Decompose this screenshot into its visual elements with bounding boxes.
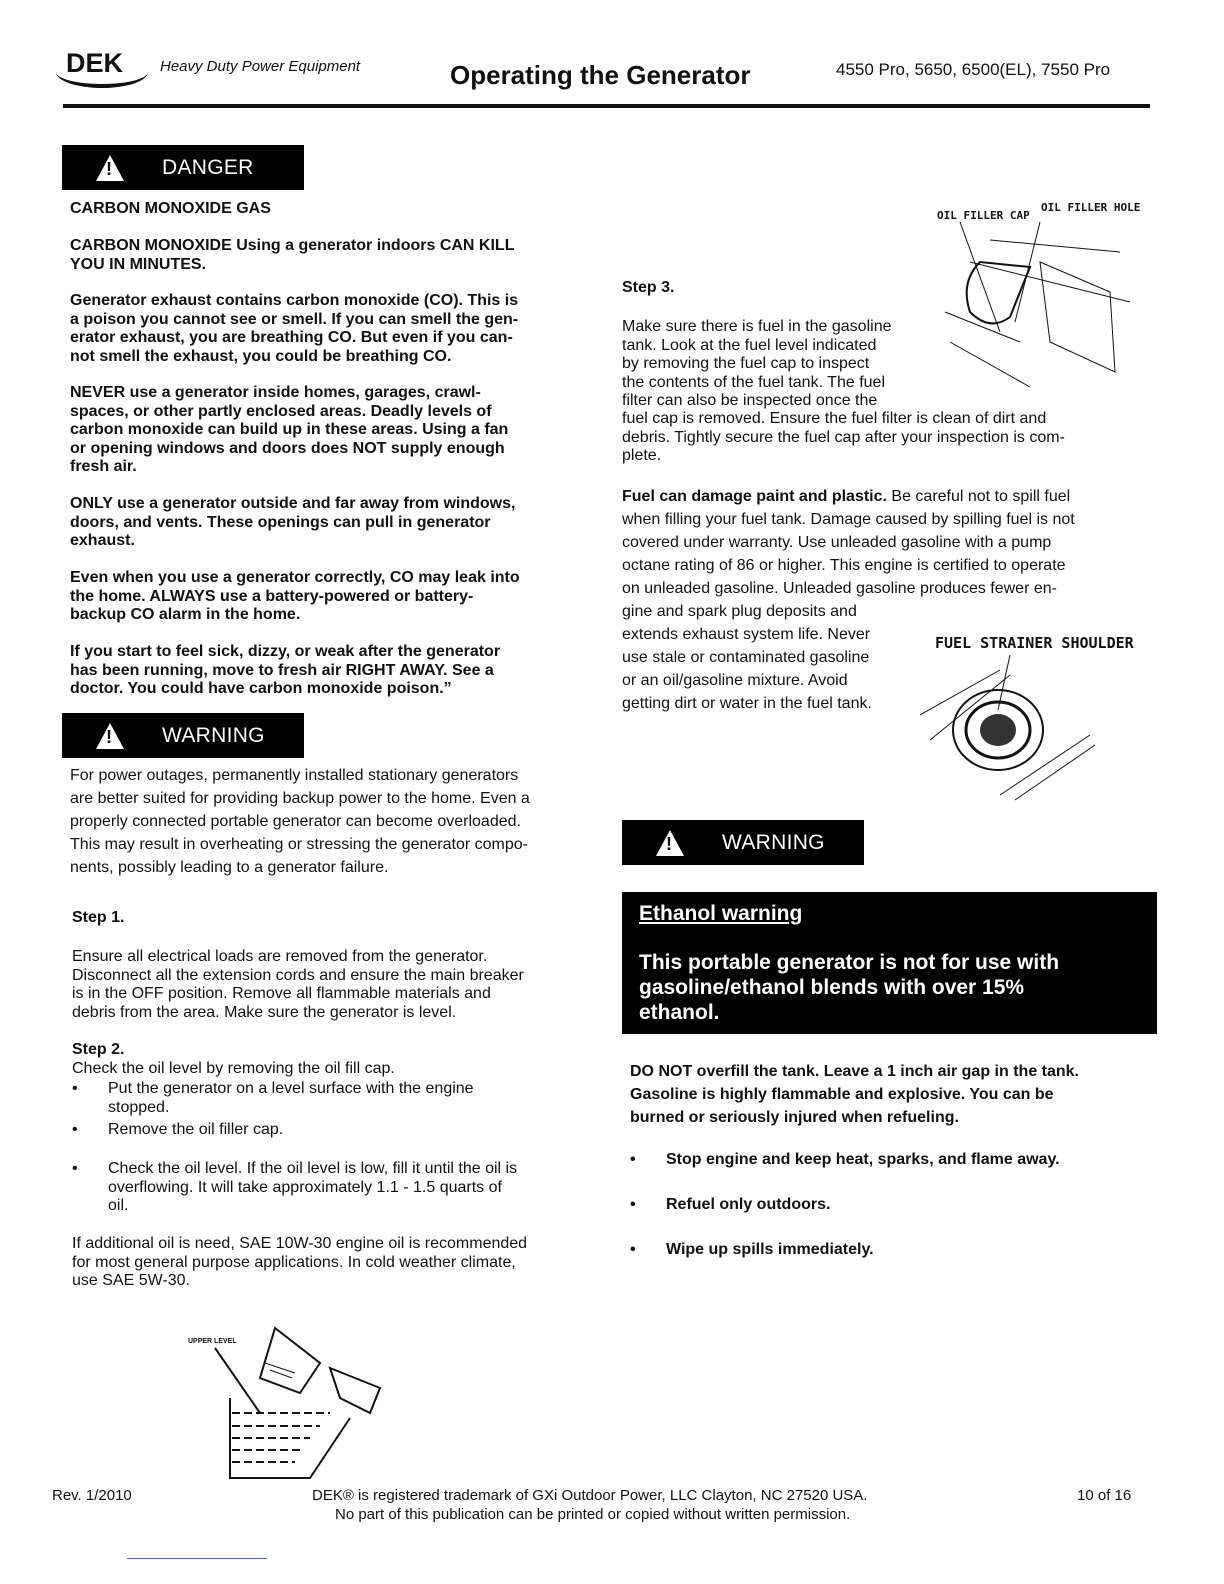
refuel-bullet: • Stop engine and keep heat, sparks, and flame away.	[630, 1151, 1060, 1170]
refuel-bullet: • Refuel only outdoors.	[630, 1196, 830, 1215]
page-title: Operating the Generator	[450, 60, 751, 90]
oil-filler-cap-label: OIL FILLER CAP	[937, 209, 1030, 222]
header-rule	[63, 104, 1150, 108]
logo-text: DEK	[66, 48, 124, 78]
step3-text: fuel cap is removed. Ensure the fuel filter is clean of dirt and debris. Tightly secure the fuel cap after your inspection is com- plete.	[622, 410, 1065, 464]
danger-label: DANGER	[162, 155, 254, 179]
step2-bullet: • Remove the oil filler cap.	[72, 1121, 283, 1140]
dek-logo	[56, 48, 156, 88]
step2-note: If additional oil is need, SAE 10W-30 engine oil is recommended for most general purpose applications. In cold weather climate, use SAE 5W-30.	[72, 1235, 528, 1289]
fuel-text	[622, 485, 1075, 600]
step2-bullet: • Check the oil level. If the oil level is low, fill it until the oil is overflowing. It will take approximately 1.1 - 1.5 quarts of oil.	[72, 1160, 517, 1216]
ethanol-warning-box	[622, 892, 1157, 1034]
warning-triangle-icon: !	[96, 155, 124, 181]
warning-banner-2	[622, 820, 864, 865]
danger-heading: CARBON MONOXIDE GAS	[70, 200, 271, 217]
danger-para: ONLY use a generator outside and far away from windows, doors, and vents. These openings can pull in generator exhaust.	[70, 495, 516, 549]
step2-title: Step 2.	[72, 1041, 125, 1058]
revision: Rev. 1/2010	[52, 1487, 132, 1504]
fuel-text-wrapped: gine and spark plug deposits and extends exhaust system life. Never use stale or contaminated gasoline or an oil/gasoline mixture. Avoid getting dirt or water in the fuel tank.	[622, 603, 872, 712]
warning-label: WARNING	[722, 830, 825, 854]
ethanol-title: Ethanol warning	[639, 902, 803, 925]
step1-title: Step 1.	[72, 909, 125, 926]
danger-para: Generator exhaust contains carbon monoxide (CO). This is a poison you cannot see or smell. If you can smell the gen- erator exhaust, you are breathing CO. But even if you can- not smell the exhaust, you could be breathing CO.	[70, 292, 519, 365]
warning-triangle-icon: !	[656, 830, 684, 856]
oil-level-figure	[180, 1318, 400, 1488]
step2-bullet: • Put the generator on a level surface with the engine stopped.	[72, 1080, 474, 1117]
fuel-strainer-illustration	[920, 655, 1100, 805]
oil-level-illustration	[180, 1318, 400, 1488]
step2-intro: Check the oil level by removing the oil fill cap.	[72, 1060, 395, 1077]
ethanol-text: This portable generator is not for use with gasoline/ethanol blends with over 15% ethanol.	[639, 951, 1060, 1024]
page-number: 10 of 16	[1077, 1487, 1132, 1504]
step3-title: Step 3.	[622, 279, 675, 296]
footer-rule	[127, 1558, 267, 1559]
warning-banner	[62, 713, 304, 758]
fuel-bold-lead: Fuel can damage paint and plastic.	[622, 488, 887, 505]
danger-para: If you start to feel sick, dizzy, or weak after the generator has been running, move to fresh air RIGHT AWAY. See a doctor. You could have carbon monoxide poison.”	[70, 643, 501, 697]
upper-level-label: UPPER LEVEL	[188, 1338, 237, 1345]
step3-text-wrapped: Make sure there is fuel in the gasoline tank. Look at the fuel level indicated by removing the fuel cap to inspect the contents of the fuel tank. The fuel filter can also be inspected once the	[622, 318, 892, 409]
overfill-warning: DO NOT overfill the tank. Leave a 1 inch air gap in the tank. Gasoline is highly flammable and explosive. You can be burned or seriously injured when refueling.	[630, 1063, 1079, 1126]
warning-triangle-icon: !	[96, 723, 124, 749]
step1-text: Ensure all electrical loads are removed from the generator. Disconnect all the extension cords and ensure the main breaker is in the OFF position. Remove all flammable materials and debris from the area. Make sure the generator is level.	[72, 948, 524, 1021]
tagline: Heavy Duty Power Equipment	[160, 58, 361, 75]
warning-label: WARNING	[162, 723, 265, 747]
warning-text: For power outages, permanently installed stationary generators are better suited for providing backup power to the home. Even a properly connected portable generator can become overloaded. This may result in overheating or stressing the generator compo- nents, possibly leading to a generator failure.	[70, 767, 530, 876]
refuel-bullet: • Wipe up spills immediately.	[630, 1241, 874, 1260]
oil-filler-hole-label: OIL FILLER HOLE	[1041, 201, 1141, 214]
danger-para: CARBON MONOXIDE Using a generator indoors CAN KILL YOU IN MINUTES.	[70, 237, 515, 273]
fuel-strainer-label: FUEL STRAINER SHOULDER	[935, 634, 1134, 652]
oil-filler-illustration	[940, 222, 1150, 392]
danger-banner	[62, 145, 304, 190]
danger-para: NEVER use a generator inside homes, garages, crawl- spaces, or other partly enclosed areas. Deadly levels of carbon monoxide can build up in these areas. Using a fan or opening windows and doors does NOT supply enough fresh air.	[70, 384, 509, 475]
model-list: 4550 Pro, 5650, 6500(EL), 7550 Pro	[836, 60, 1111, 79]
fuel-text-body: Be careful not to spill fuel when filling your fuel tank. Damage caused by spilling fuel is not covered under warranty. Use unleaded gasoline with a pump octane rating of 86 or higher. This engine is certified to operate on unleaded gasoline. Unleaded gasoline produces fewer en-	[622, 488, 1075, 597]
copy-notice: No part of this publication can be printed or copied without written permission.	[335, 1506, 851, 1523]
danger-para: Even when you use a generator correctly, CO may leak into the home. ALWAYS use a battery-powered or battery- backup CO alarm in the home.	[70, 569, 520, 623]
trademark-notice: DEK® is registered trademark of GXi Outdoor Power, LLC Clayton, NC 27520 USA.	[312, 1487, 868, 1504]
